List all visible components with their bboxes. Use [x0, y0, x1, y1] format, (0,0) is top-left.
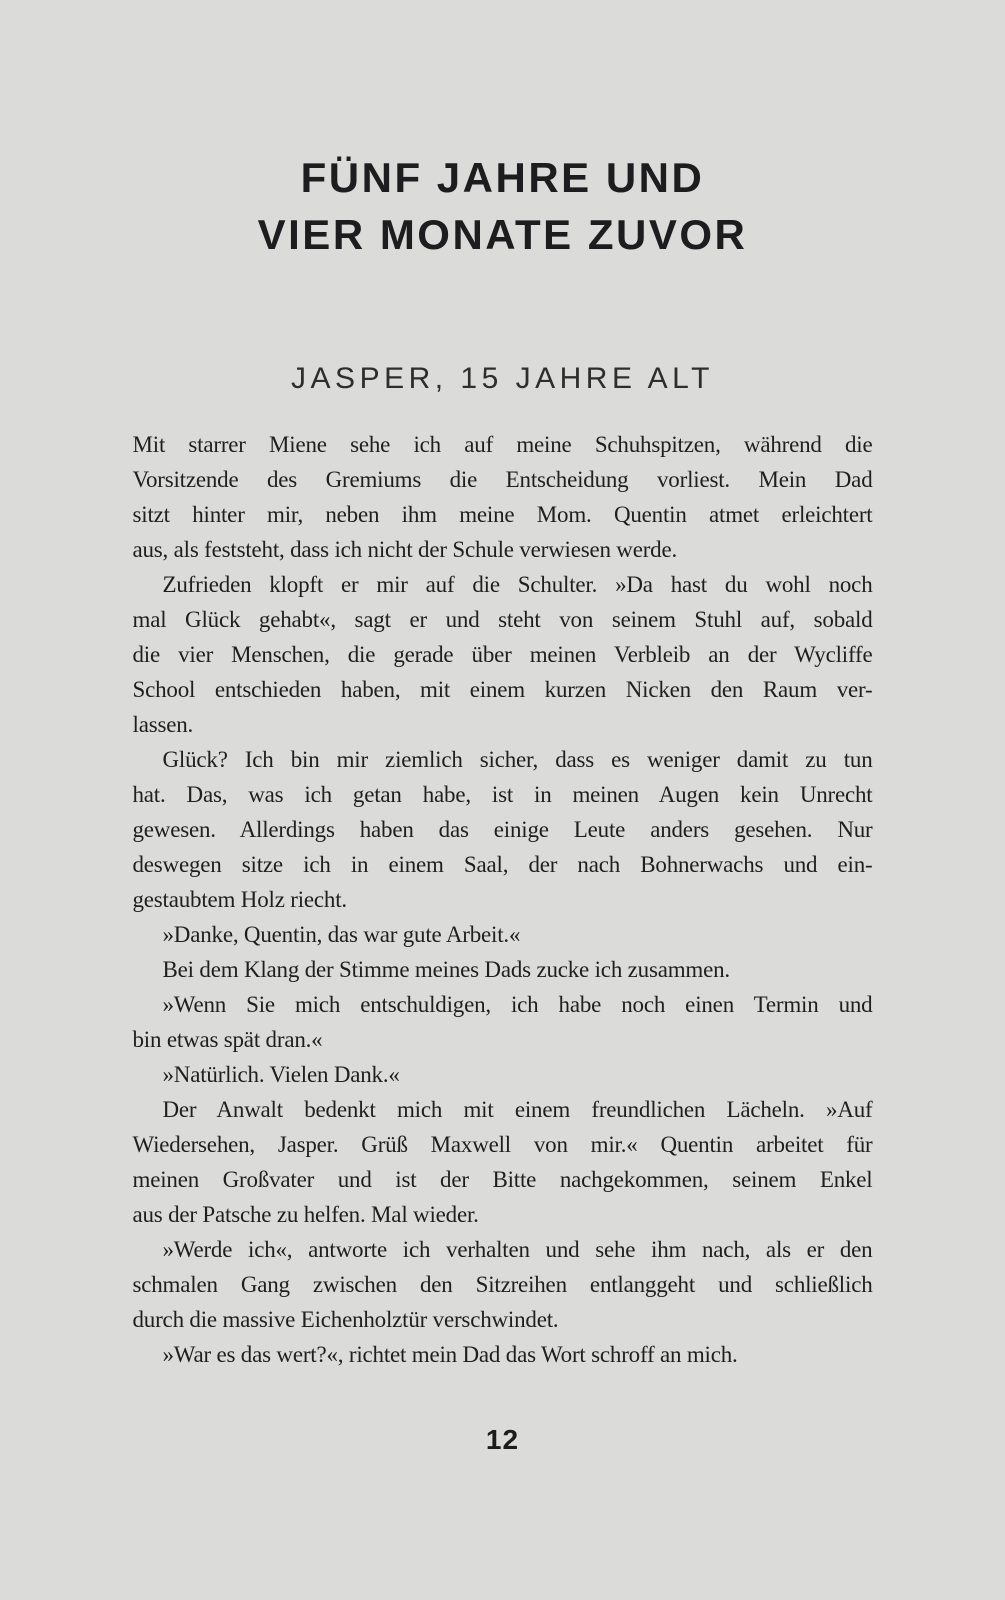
chapter-title-line-2: VIER MONATE ZUVOR [257, 211, 748, 258]
text-line: die vier Menschen, die gerade über meinen Verbleib an der Wycliffe [132, 642, 873, 667]
text-line: Wiedersehen, Jasper. Grüß Maxwell von mir.« Quentin arbeitet für [132, 1132, 873, 1157]
text-line: sitzt hinter mir, neben ihm meine Mom. Quentin atmet erleichtert [132, 502, 873, 527]
chapter-subtitle: JASPER, 15 JAHRE ALT [291, 362, 714, 395]
paragraph [133, 952, 873, 987]
paragraph [133, 1057, 873, 1092]
chapter-title [0, 149, 1005, 263]
body-text [133, 427, 873, 1372]
text-line: mal Glück gehabt«, sagt er und steht von seinem Stuhl auf, sobald [132, 607, 873, 632]
paragraph [133, 1337, 873, 1372]
text-line: gewesen. Allerdings haben das einige Leute anders gesehen. Nur [132, 817, 873, 842]
text-line: »Werde ich«, antworte ich verhalten und sehe ihm nach, als er den [162, 1237, 873, 1262]
text-line: meinen Großvater und ist der Bitte nachgekommen, seinem Enkel [132, 1167, 873, 1192]
paragraph [133, 567, 873, 742]
text-line: »Natürlich. Vielen Dank.« [162, 1062, 400, 1087]
paragraph [133, 917, 873, 952]
text-line: aus der Patsche zu helfen. Mal wieder. [132, 1202, 479, 1227]
paragraph [133, 742, 873, 917]
text-line: »War es das wert?«, richtet mein Dad das Wort schroff an mich. [162, 1342, 738, 1367]
paragraph [133, 1232, 873, 1337]
text-line: »Wenn Sie mich entschuldigen, ich habe noch einen Termin und [162, 992, 873, 1017]
text-line: Glück? Ich bin mir ziemlich sicher, dass es weniger damit zu tun [162, 747, 873, 772]
text-line: Der Anwalt bedenkt mich mit einem freundlichen Lächeln. »Auf [162, 1097, 873, 1122]
text-line: Mit starrer Miene sehe ich auf meine Schuhspitzen, während die [132, 432, 873, 457]
text-line: Zufrieden klopft er mir auf die Schulter. »Da hast du wohl noch [162, 572, 873, 597]
text-line: »Danke, Quentin, das war gute Arbeit.« [162, 922, 521, 947]
chapter-title-line-1: FÜNF JAHRE UND [300, 154, 705, 201]
text-line: School entschieden haben, mit einem kurzen Nicken den Raum ver- [132, 677, 873, 702]
text-line: Bei dem Klang der Stimme meines Dads zucke ich zusammen. [162, 957, 730, 982]
text-line: hat. Das, was ich getan habe, ist in meinen Augen kein Unrecht [132, 782, 873, 807]
page-number: 12 [485, 1424, 520, 1455]
text-line: bin etwas spät dran.« [132, 1027, 323, 1052]
paragraph [133, 427, 873, 567]
paragraph [133, 1092, 873, 1232]
paragraph [133, 987, 873, 1057]
text-line: deswegen sitze ich in einem Saal, der nach Bohnerwachs und ein- [132, 852, 873, 877]
text-line: Vorsitzende des Gremiums die Entscheidung vorliest. Mein Dad [132, 467, 873, 492]
text-line: gestaubtem Holz riecht. [132, 887, 347, 912]
text-line: schmalen Gang zwischen den Sitzreihen entlanggeht und schließlich [132, 1272, 873, 1297]
text-line: durch die massive Eichenholztür verschwindet. [132, 1307, 559, 1332]
text-line: lassen. [132, 712, 194, 737]
text-line: aus, als feststeht, dass ich nicht der Schule verwiesen werde. [132, 537, 678, 562]
